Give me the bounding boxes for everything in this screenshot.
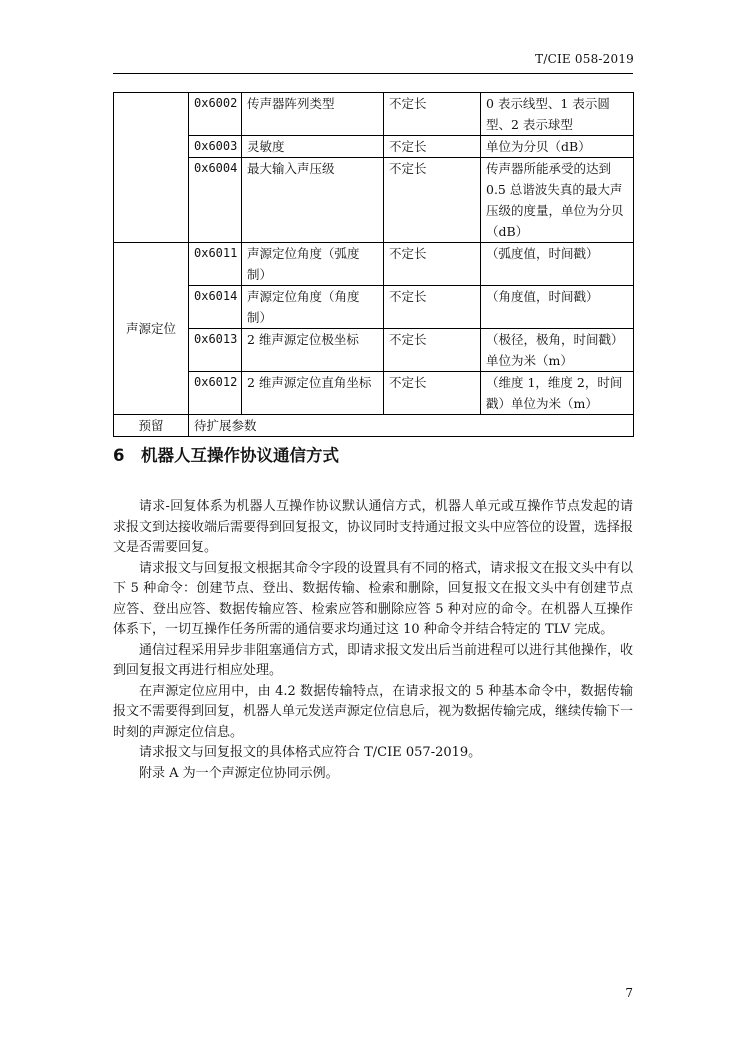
table-row-reserved — [114, 415, 634, 437]
table-cell-length: 不定长 — [384, 243, 481, 286]
table-row — [114, 372, 634, 415]
header-rule — [113, 73, 633, 74]
parameter-table — [113, 92, 634, 437]
table-cell-length: 不定长 — [384, 329, 481, 372]
table-cell-desc: （极径，极角，时间戳）单位为米（m） — [481, 329, 634, 372]
table-cell-code: 0x6004 — [189, 158, 242, 243]
paragraph: 请求-回复体系为机器人互操作协议默认通信方式，机器人单元或互操作节点发起的请求报文到达接收端后需要得到回复报文，协议同时支持通过报文头中应答位的设置，选择报文是否需要回复。 — [113, 499, 634, 555]
table-cell-desc: 传声器所能承受的达到 0.5 总谐波失真的最大声压级的度量，单位为分贝（dB） — [481, 158, 634, 243]
table-cell-name: 灵敏度 — [242, 136, 384, 158]
table-cell-code: 0x6012 — [189, 372, 242, 415]
table-cell-length: 不定长 — [384, 286, 481, 329]
table-reserved-label: 预留 — [114, 415, 189, 437]
section-heading — [113, 442, 339, 466]
paragraph: 请求报文与回复报文根据其命令字段的设置具有不同的格式，请求报文在报文头中有以下 5 种命令：创建节点、登出、数据传输、检索和删除，回复报文在报文头中有创建节点应答、登出应答、数据传输应答、检索应答和删除应答 5 种对应的命令。在机器人互操作体系下，一切互操作任务所需的通信要求均通过这 10 种命令并结合特定的 TLV 完成。 — [113, 560, 634, 637]
table-cell-name: 声源定位角度（弧度制） — [242, 243, 384, 286]
table-cell-desc: 0 表示线型、1 表示圆型、2 表示球型 — [481, 93, 634, 136]
table-cell-length: 不定长 — [384, 158, 481, 243]
table-row — [114, 93, 634, 136]
table-cell-name: 2 维声源定位直角坐标 — [242, 372, 384, 415]
table-cell-name: 2 维声源定位极坐标 — [242, 329, 384, 372]
table-group-label: 声源定位 — [114, 243, 189, 415]
body-text — [113, 497, 633, 784]
table-row — [114, 243, 634, 286]
table-cell-code: 0x6014 — [189, 286, 242, 329]
table-cell-desc: （弧度值，时间戳） — [481, 243, 634, 286]
section-number: 6 — [113, 446, 125, 465]
paragraph: 请求报文与回复报文的具体格式应符合 T/CIE 057-2019。 — [139, 745, 482, 760]
table-cell-length: 不定长 — [384, 136, 481, 158]
table-row — [114, 158, 634, 243]
table-cell-name: 传声器阵列类型 — [242, 93, 384, 136]
table-cell-code: 0x6002 — [189, 93, 242, 136]
table-row — [114, 329, 634, 372]
table-cell-group-empty — [114, 93, 189, 243]
section-title-text: 机器人互操作协议通信方式 — [141, 446, 339, 465]
table-reserved-text: 待扩展参数 — [189, 415, 634, 437]
table-cell-name: 最大输入声压级 — [242, 158, 384, 243]
table-cell-name: 声源定位角度（角度制） — [242, 286, 384, 329]
table-cell-code: 0x6003 — [189, 136, 242, 158]
paragraph: 附录 A 为一个声源定位协同示例。 — [139, 765, 339, 781]
paragraph: 通信过程采用异步非阻塞通信方式，即请求报文发出后当前进程可以进行其他操作，收到回复报文再进行相应处理。 — [113, 642, 634, 678]
table-cell-desc: 单位为分贝（dB） — [481, 136, 634, 158]
table-cell-code: 0x6013 — [189, 329, 242, 372]
table-row — [114, 286, 634, 329]
table-cell-code: 0x6011 — [189, 243, 242, 286]
table-cell-length: 不定长 — [384, 93, 481, 136]
document-code: T/CIE 058-2019 — [535, 52, 634, 66]
paragraph: 在声源定位应用中，由 4.2 数据传输特点，在请求报文的 5 种基本命令中，数据传输报文不需要得到回复，机器人单元发送声源定位信息后，视为数据传输完成，继续传输下一时刻的声源定位信息。 — [113, 683, 634, 740]
table-cell-length: 不定长 — [384, 372, 481, 415]
table-cell-desc: （角度值，时间戳） — [481, 286, 634, 329]
table-row — [114, 136, 634, 158]
page-number: 7 — [625, 986, 633, 1000]
table-cell-desc: （维度 1，维度 2，时间戳）单位为米（m） — [481, 372, 634, 415]
